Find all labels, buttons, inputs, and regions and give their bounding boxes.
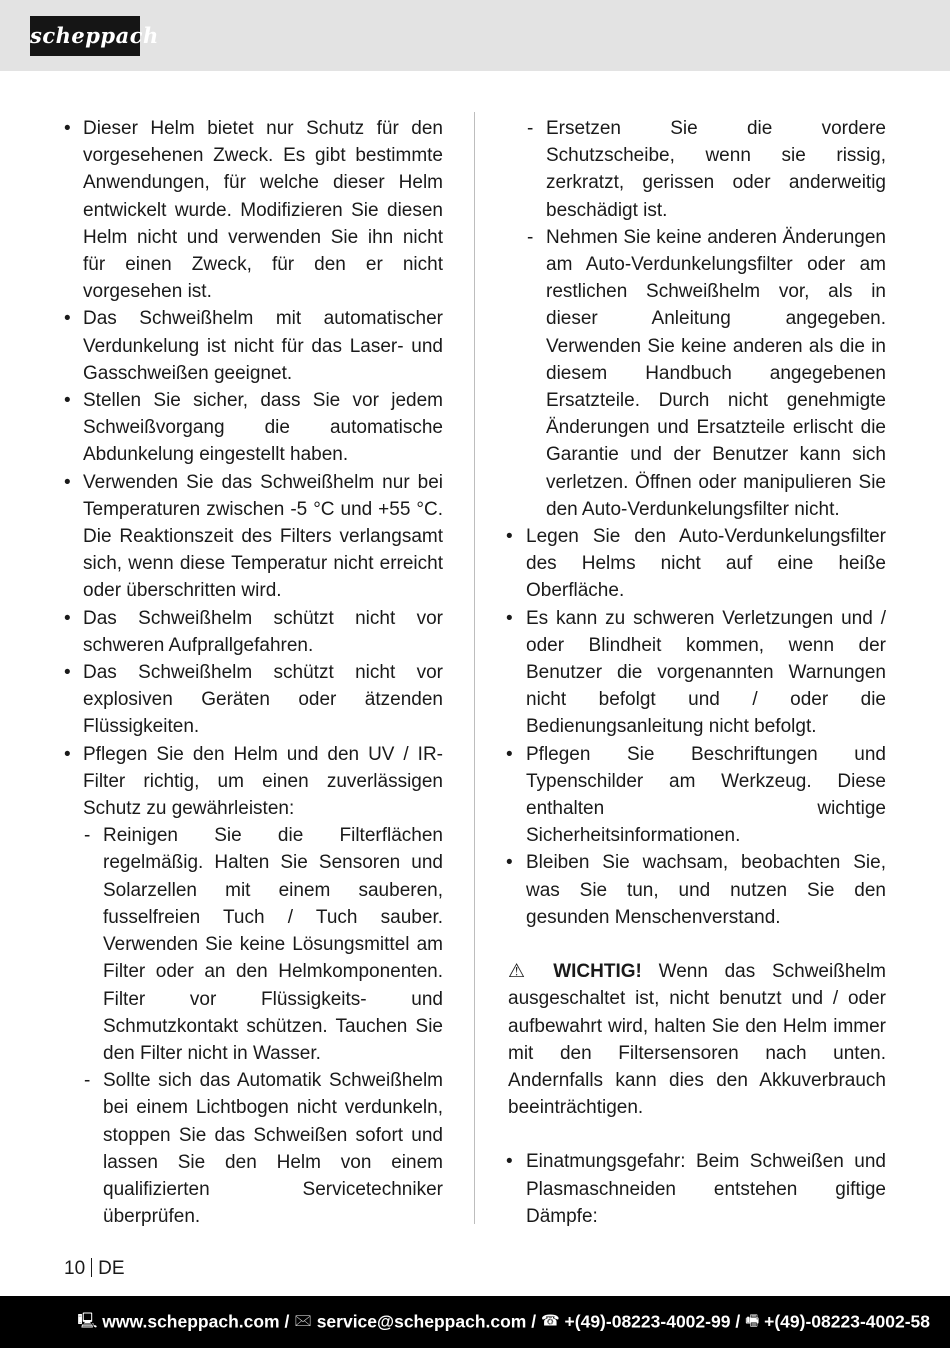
phone-icon: ☎ [540, 1312, 560, 1330]
sub-list-item: - Sollte sich das Automatik Schweißhelm bei einem Lichtbogen nicht verdunkeln, stoppen Sie das Schweißen sofort und lassen Sie den Helm von einem qualifizierten Servicetechniker überprüfen. [60, 1067, 443, 1230]
sub-list-item: - Nehmen Sie keine anderen Änderungen am Auto-Verdunkelungsfilter oder am restlichen Schweißhelm vor, als in dieser Anleitung angegeben. Verwenden Sie keine anderen als die in diesem Handbuch angegebenen Ersatzteile. Durch nicht genehmigte Änderungen und Ersatzteile erlischt die Garantie und der Benutzer kann sich verletzen. Öffnen oder manipulieren Sie den Auto-Verdunkelungsfilter nicht. [500, 224, 886, 523]
sub-list-item: - Reinigen Sie die Filterflächen regelmäßig. Halten Sie Sensoren und Solarzellen mit einem sauberen, fusselfreien Tuch / Tuch sauber. Verwenden Sie keine Lösungsmittel am Filter oder an den Helmkomponenten. Filter vor Flüssigkeits- und Schmutzkontakt schützen. Tauchen Sie den Filter nicht in Wasser. [60, 822, 443, 1067]
important-text: Wenn das Schweißhelm ausgeschaltet ist, nicht benutzt und / oder aufbewahrt wird, halten Sie den Helm immer mit den Filtersensoren nach unten. Andernfalls kann dies den Akkuverbrauch beeinträchtigen. [508, 961, 887, 1119]
list-item: • Stellen Sie sicher, dass Sie vor jedem Schweißvorgang die automatische Abdunkelung eingestellt haben. [60, 387, 443, 469]
footer-phone: +(49)-08223-4002-99 [564, 1311, 731, 1332]
list-item: • Pflegen Sie Beschriftungen und Typenschilder am Werkzeug. Diese enthalten wichtige Sicherheitsinformationen. [500, 741, 886, 850]
left-column [60, 115, 443, 1230]
right-bullet-list-bottom [500, 1148, 886, 1230]
footer-email[interactable]: service@scheppach.com [316, 1311, 527, 1332]
page-number-value: 10 [64, 1258, 86, 1279]
envelope-icon: 🖂 [294, 1312, 312, 1330]
important-label: WICHTIG! [553, 961, 642, 983]
sub-list-item: - Ersetzen Sie die vordere Schutzscheibe, wenn sie rissig, zerkratzt, gerissen oder anderweitig beschädigt ist. [500, 115, 886, 224]
list-item: • Das Schweißhelm mit automatischer Verdunkelung ist nicht für das Laser- und Gasschweißen geeignet. [60, 305, 443, 387]
brand-logo: scheppach [30, 16, 140, 56]
right-bullet-list [500, 115, 886, 931]
warning-icon: ⚠ [508, 961, 537, 983]
fax-icon: 🖷 [745, 1312, 760, 1330]
header-band [0, 0, 950, 71]
column-divider [474, 112, 475, 1224]
spacer [500, 1121, 886, 1148]
footer-website[interactable]: www.scheppach.com [102, 1311, 280, 1332]
footer-separator: / [735, 1311, 741, 1332]
page-number-separator [91, 1258, 92, 1277]
footer-separator: / [284, 1311, 290, 1332]
spacer [500, 931, 886, 958]
list-item: • Dieser Helm bietet nur Schutz für den vorgesehenen Zweck. Es gibt bestimmte Anwendungen, für welche dieser Helm entwickelt wurde. Modifizieren Sie diesen Helm nicht und verwenden Sie ihn nicht für einen Zweck, für den er nicht vorgesehen ist. [60, 115, 443, 305]
list-item: • Verwenden Sie das Schweißhelm nur bei Temperaturen zwischen -5 °C und +55 °C. Die Reaktionszeit des Filters verlangsamt sich, wenn diese Temperatur nicht erreicht oder überschritten wird. [60, 469, 443, 605]
footer-fax: +(49)-08223-4002-58 [764, 1311, 930, 1332]
list-item: • Bleiben Sie wachsam, beobachten Sie, was Sie tun, und nutzen Sie den gesunden Menschenverstand. [500, 849, 886, 931]
computer-icon: 🖳 [77, 1312, 98, 1330]
important-note [508, 958, 886, 1121]
left-bullet-list [60, 115, 443, 1230]
right-column [500, 115, 886, 1230]
page-language: DE [98, 1258, 125, 1279]
list-item: • Einatmungsgefahr: Beim Schweißen und Plasmaschneiden entstehen giftige Dämpfe: [500, 1148, 886, 1230]
list-item: • Es kann zu schweren Verletzungen und / oder Blindheit kommen, wenn der Benutzer die vorgenannten Warnungen nicht befolgt und / oder die Bedienungsanleitung nicht befolgt. [500, 605, 886, 741]
footer-bar [0, 1296, 950, 1348]
list-item: • Das Schweißhelm schützt nicht vor schweren Aufprallgefahren. [60, 605, 443, 659]
list-item: • Pflegen Sie den Helm und den UV / IR-Filter richtig, um einen zuverlässigen Schutz zu gewährleisten: [60, 741, 443, 823]
page-number [64, 1255, 125, 1282]
footer-separator: / [531, 1311, 537, 1332]
list-item: • Das Schweißhelm schützt nicht vor explosiven Geräten oder ätzenden Flüssigkeiten. [60, 659, 443, 741]
list-item: • Legen Sie den Auto-Verdunkelungsfilter des Helms nicht auf eine heiße Oberfläche. [500, 523, 886, 605]
